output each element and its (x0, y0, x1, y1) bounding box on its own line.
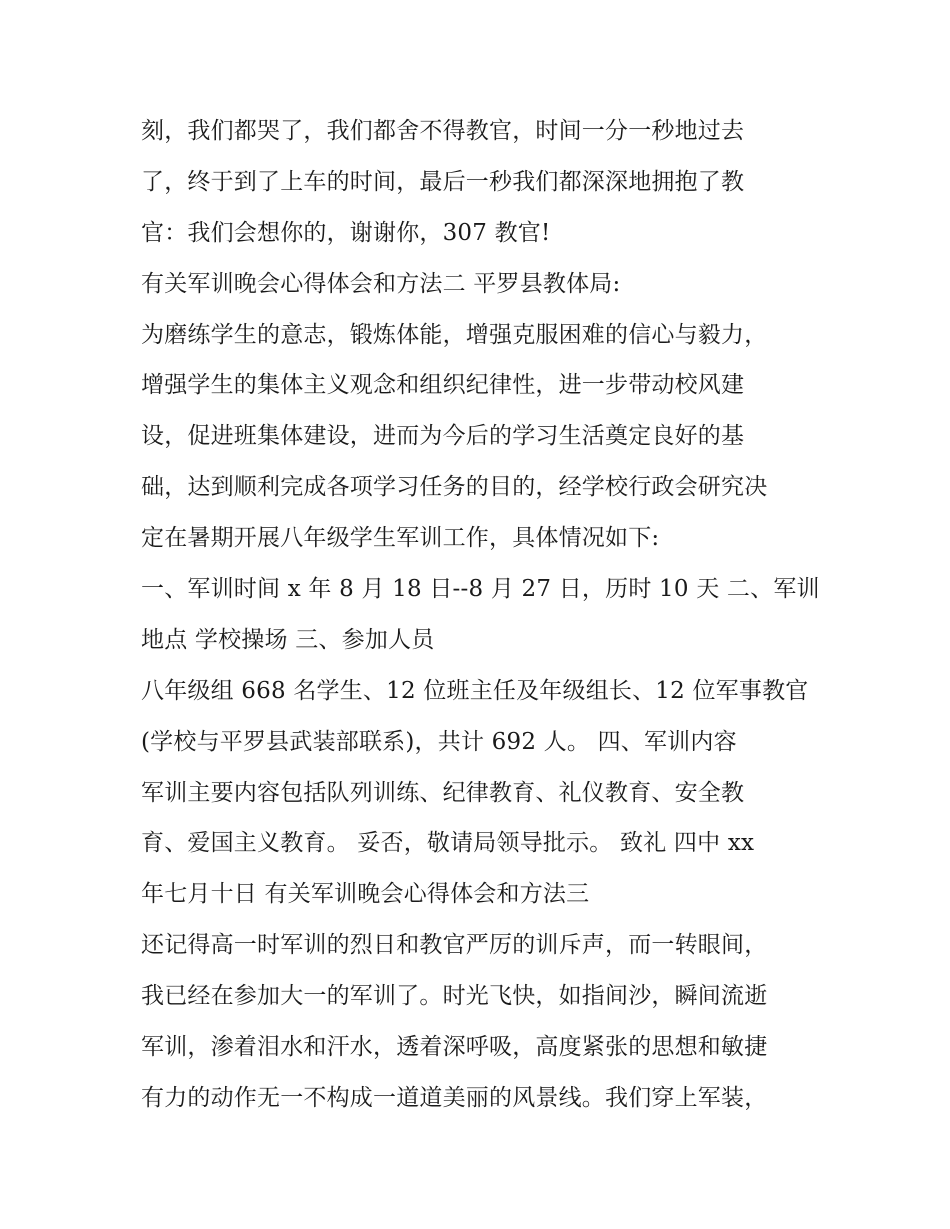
text-line: 八年级组 668 名学生、12 位班主任及年级组长、12 位军事教官 (141, 677, 809, 704)
text-line: 地点 学校操场 三、参加人员 (141, 626, 435, 653)
text-line: 了，终于到了上车的时间，最后一秒我们都深深地拥抱了教 (141, 168, 745, 195)
text-line: 军训主要内容包括队列训练、纪律教育、礼仪教育、安全教 (141, 779, 745, 806)
text-line: 有力的动作无一不构成一道道美丽的风景线。我们穿上军装， (141, 1084, 768, 1111)
text-line: 刻，我们都哭了，我们都舍不得教官，时间一分一秒地过去 (141, 118, 745, 144)
text-line: (学校与平罗县武装部联系)，共计 692 人。 四、军训内容 (141, 728, 737, 755)
section-heading-line: 年七月十日 有关军训晚会心得体会和方法三 (141, 881, 590, 908)
text-line: 础，达到顺利完成各项学习任务的目的，经学校行政会研究决 (141, 474, 768, 501)
text-line: 一、军训时间 x 年 8 月 18 日--8 月 27 日，历时 10 天 二、军训 (141, 576, 820, 603)
text-line: 我已经在参加大一的军训了。时光飞快，如指间沙，瞬间流逝 (141, 983, 768, 1010)
text-line: 增强学生的集体主义观念和组织纪律性，进一步带动校风建 (141, 372, 745, 399)
text-line: 为磨练学生的意志，锻炼体能，增强克服困难的信心与毅力， (141, 321, 768, 348)
document-body (141, 106, 841, 1124)
text-line: 设，促进班集体建设，进而为今后的学习生活奠定良好的基 (141, 423, 745, 450)
text-line: 军训，渗着泪水和汗水，透着深呼吸，高度紧张的思想和敏捷 (141, 1034, 768, 1061)
text-line: 还记得高一时军训的烈日和教官严厉的训斥声，而一转眼间， (141, 932, 768, 959)
text-line: 官：我们会想你的，谢谢你，307 教官! (141, 219, 551, 246)
section-heading-line: 有关军训晚会心得体会和方法二 平罗县教体局: (141, 270, 621, 297)
text-line: 育、爱国主义教育。 妥否，敬请局领导批示。 致礼 四中 xx (141, 830, 755, 857)
text-line: 定在暑期开展八年级学生军训工作，具体情况如下: (141, 525, 660, 552)
